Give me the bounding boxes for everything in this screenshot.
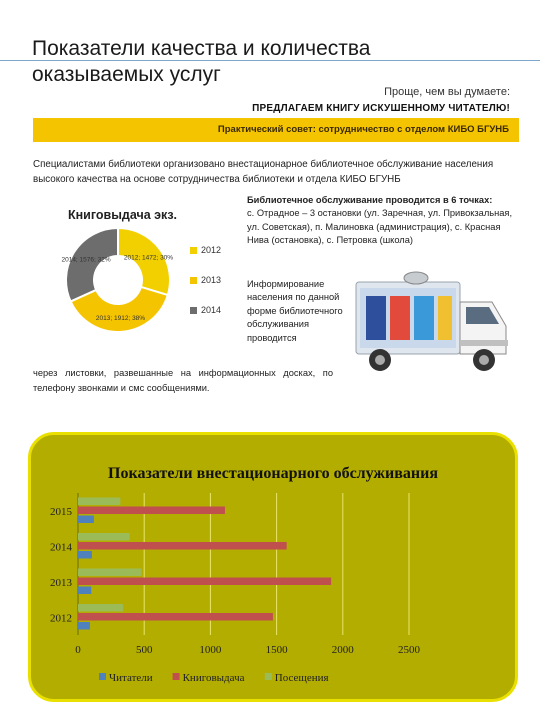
donut-legend-label-2012: 2012	[201, 245, 222, 255]
bar-chart-title: Показатели внестационарного обслуживания	[108, 465, 438, 482]
y-tick-label: 2015	[50, 505, 72, 518]
bar-Книговыдача-2015	[78, 507, 225, 515]
title-divider	[0, 60, 540, 61]
intro-paragraph: Специалистами библиотеки организовано внестационарное библиотечное обслуживание населения высокого качества на основе сотрудничества библиотеки и отдела КИБО БГУНБ	[33, 159, 494, 185]
service-points-text	[247, 194, 515, 248]
y-tick-label: 2012	[50, 612, 72, 625]
donut-legend-swatch-2013	[190, 277, 197, 284]
donut-data-label-2012: 2012; 1472; 30%	[123, 254, 174, 262]
bar-Читатели-2014	[78, 551, 92, 559]
legend-swatch-Посещения	[265, 673, 272, 680]
donut-chart-title: Книговыдача экз.	[68, 208, 178, 222]
bar-Посещения-2012	[78, 604, 123, 612]
bar-Книговыдача-2014	[78, 542, 287, 550]
legend-swatch-Читатели	[99, 673, 106, 680]
donut-data-label-2014: 2014; 1576; 32%	[61, 256, 111, 264]
bar-Книговыдача-2012	[78, 613, 273, 621]
outreach-chart-panel	[28, 432, 518, 702]
donut-slice-2014	[66, 228, 118, 301]
legend-label-Книговыдача: Книговыдача	[182, 672, 245, 684]
information-text: Информирование населения по данной форме библиотечного обслуживания проводится	[247, 279, 343, 343]
bar-Книговыдача-2013	[78, 578, 331, 586]
bar-Посещения-2015	[78, 498, 120, 506]
donut-data-label-2013: 2013; 1912; 38%	[95, 314, 146, 322]
truck-illustration	[346, 262, 522, 387]
donut-legend-swatch-2014	[190, 307, 197, 314]
bar-Посещения-2014	[78, 533, 130, 541]
tagline: Проще, чем вы думаете:	[384, 86, 510, 98]
advice-banner	[33, 118, 519, 142]
donut-legend-label-2013: 2013	[201, 275, 222, 285]
x-tick-label: 0	[75, 644, 81, 656]
x-tick-label: 1000	[199, 644, 222, 656]
bar-Читатели-2015	[78, 516, 94, 524]
x-tick-label: 1500	[265, 644, 288, 656]
legend-label-Посещения: Посещения	[274, 672, 329, 684]
donut-chart-container	[30, 198, 240, 348]
bar-Посещения-2013	[78, 569, 142, 577]
legend-swatch-Книговыдача	[173, 673, 180, 680]
donut-legend-swatch-2012	[190, 247, 197, 254]
legend-label-Читатели: Читатели	[109, 672, 153, 684]
donut-legend-label-2014: 2014	[201, 305, 222, 315]
y-tick-label: 2014	[50, 541, 72, 554]
donut-chart	[30, 198, 240, 348]
y-tick-label: 2013	[50, 576, 72, 589]
x-tick-label: 2500	[398, 644, 420, 656]
information-text-continued: через листовки, развешанные на информационных досках, по телефону звонками и смс сообщениями.	[33, 368, 333, 393]
library-truck-image	[346, 262, 522, 387]
x-tick-label: 500	[135, 644, 153, 656]
service-points-list: с. Отрадное – 3 остановки (ул. Заречная, ул. Привокзальная, ул. Советская), п. Малиновка (администрация), с. Красная Нива (остановка), с. Петровка (школа)	[247, 208, 513, 246]
bar-Читатели-2012	[78, 622, 90, 630]
bar-Читатели-2013	[78, 587, 91, 595]
x-tick-label: 2000	[331, 644, 354, 656]
page-title: Показатели качества и количества оказываемых услуг	[32, 37, 371, 86]
advice-banner-text: Практический совет: сотрудничество с отделом КИБО БГУНБ	[217, 124, 509, 135]
offer-heading: ПРЕДЛАГАЕМ КНИГУ ИСКУШЕННОМУ ЧИТАТЕЛЮ!	[252, 103, 510, 114]
donut-slice-2012	[118, 228, 170, 295]
service-points-lead: Библиотечное обслуживание проводится в 6 точках:	[247, 195, 493, 205]
bar-chart	[31, 435, 515, 699]
